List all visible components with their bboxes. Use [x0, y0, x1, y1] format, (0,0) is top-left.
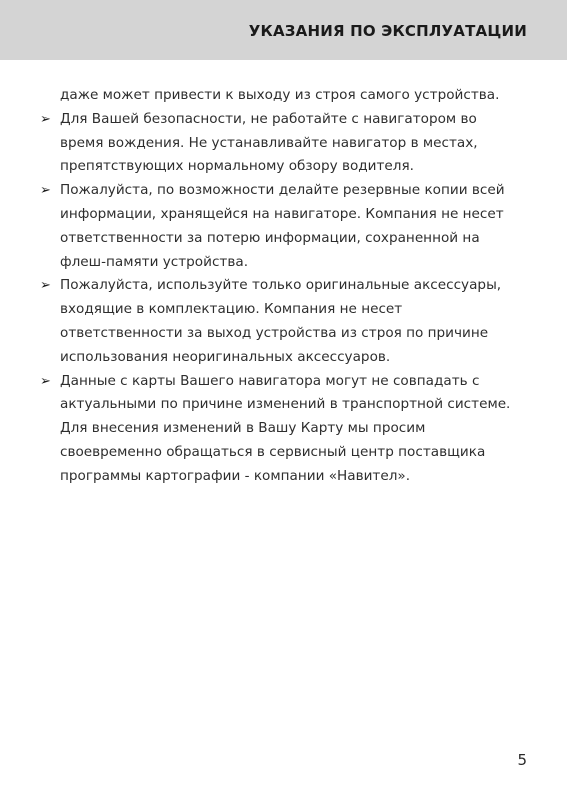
continuation-line: даже может привести к выходу из строя самого устройства. [60, 87, 500, 103]
page-header-title: УКАЗАНИЯ ПО ЭКСПЛУАТАЦИИ [248, 22, 527, 40]
list-item-line [40, 370, 530, 394]
list-item [40, 108, 530, 179]
list-item [40, 370, 530, 489]
list-item-text: Для Вашей безопасности, не работайте с навигатором во [60, 110, 477, 127]
header-band [0, 0, 567, 60]
list-item-text: входящие в комплектацию. Компания не несет [60, 301, 403, 318]
list-item-text: ответственности за потерю информации, сохраненной на [60, 229, 480, 246]
list-item-text: актуальными по причине изменений в транспортной системе. [60, 396, 511, 413]
arrow-bullet-icon: ➢ [40, 373, 51, 389]
arrow-bullet-icon: ➢ [40, 111, 51, 127]
instructions-content [40, 84, 530, 489]
arrow-bullet-icon: ➢ [40, 278, 51, 294]
list-item-text: использования неоригинальных аксессуаров. [60, 348, 391, 365]
list-item-text: Пожалуйста, используйте только оригинальные аксессуары, [60, 277, 502, 294]
list-item-text: флеш-памяти устройства. [60, 253, 249, 270]
list-item-text: программы картографии - компании «Навител». [60, 467, 411, 484]
list-item-line [40, 274, 530, 298]
list-item [40, 274, 530, 369]
list-item-text: время вождения. Не устанавливайте навигатор в местах, [60, 134, 478, 151]
list-item [40, 179, 530, 274]
list-item-text: препятствующих нормальному обзору водителя. [60, 158, 414, 175]
arrow-bullet-icon: ➢ [40, 183, 51, 199]
list-item-line [40, 108, 530, 132]
page-number: 5 [517, 751, 527, 769]
list-item-text: Пожалуйста, по возможности делайте резервные копии всей [60, 182, 505, 199]
list-item-line [40, 179, 530, 203]
list-item-text: информации, хранящейся на навигаторе. Компания не несет [60, 205, 504, 222]
list-item-text: Данные с карты Вашего навигатора могут не совпадать с [60, 372, 480, 389]
list-item-text: своевременно обращаться в сервисный центр поставщика [60, 443, 486, 460]
list-item-text: Для внесения изменений в Вашу Карту мы просим [60, 420, 426, 437]
list-item-text: ответственности за выход устройства из строя по причине [60, 324, 489, 341]
